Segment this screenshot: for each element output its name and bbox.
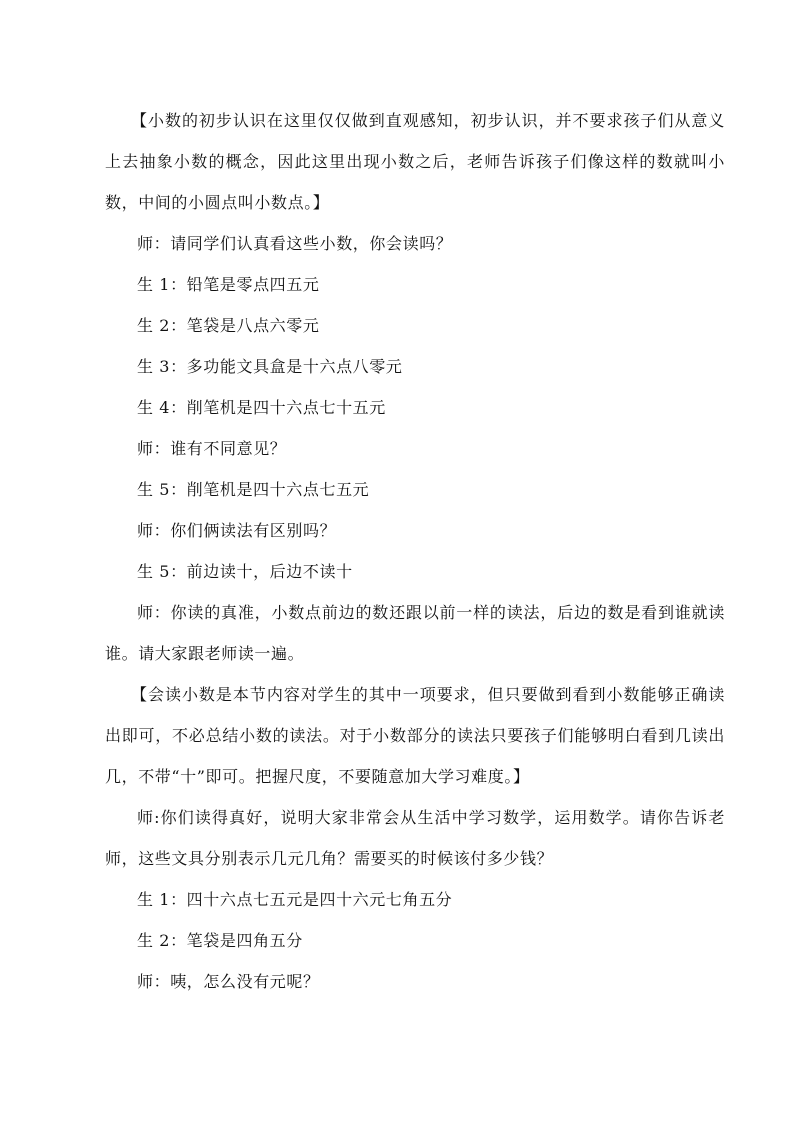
dialogue-paragraph: 师:你们读得真好，说明大家非常会从生活中学习数学，运用数学。请你告诉老师，这些文具分别表示几元几角？需要买的时候该付多少钱？ (105, 808, 725, 868)
document-body (105, 100, 725, 1002)
teaching-note-paragraph: 【会读小数是本节内容对学生的其中一项要求，但只要做到看到小数能够正确读出即可，不必总结小数的读法。对于小数部分的读法只要孩子们能够明白看到几读出几，不带“十”即可。把握尺度，不要随意加大学习难度。】 (105, 685, 725, 786)
dialogue-paragraph: 师：咦，怎么没有元呢？ (137, 972, 320, 991)
dialogue-paragraph: 师：你们俩读法有区别吗？ (137, 521, 337, 540)
teaching-note-paragraph: 【小数的初步认识在这里仅仅做到直观感知，初步认识，并不要求孩子们从意义上去抽象小数的概念，因此这里出现小数之后，老师告诉孩子们像这样的数就叫小数，中间的小圆点叫小数点。】 (105, 111, 725, 212)
dialogue-paragraph: 生 5：削笔机是四十六点七五元 (137, 480, 370, 499)
dialogue-paragraph: 生 2：笔袋是四角五分 (137, 931, 303, 950)
dialogue-paragraph: 生 5：前边读十，后边不读十 (137, 562, 353, 581)
dialogue-paragraph: 生 2：笔袋是八点六零元 (137, 316, 320, 335)
dialogue-paragraph: 师：请同学们认真看这些小数，你会读吗？ (137, 234, 453, 253)
dialogue-paragraph: 生 4：削笔机是四十六点七十五元 (137, 398, 386, 417)
dialogue-paragraph: 生 1：铅笔是零点四五元 (137, 275, 320, 294)
dialogue-paragraph: 师：谁有不同意见？ (137, 439, 287, 458)
dialogue-paragraph: 师：你读的真准，小数点前边的数还跟以前一样的读法，后边的数是看到谁就读谁。请大家跟老师读一遍。 (105, 603, 725, 663)
dialogue-paragraph: 生 1：四十六点七五元是四十六元七角五分 (137, 890, 453, 909)
dialogue-paragraph: 生 3：多功能文具盒是十六点八零元 (137, 357, 403, 376)
